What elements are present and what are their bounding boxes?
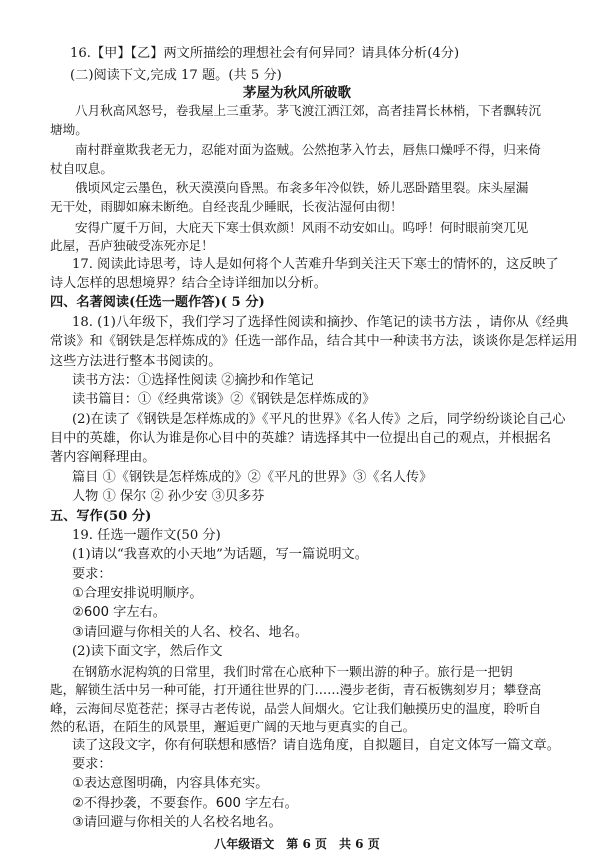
question-18-2-line3: 著内容阐释理由。 xyxy=(50,450,156,466)
book-titles: 篇目 ①《钢铁是怎样炼成的》②《平凡的世界》③《名人传》 xyxy=(72,469,433,485)
question-18-2-line1: (2)在读了《钢铁是怎样炼成的》《平凡的世界》《名人传》之后，同学纷纷谈论自己心 xyxy=(72,411,566,427)
poem-para2-line2: 杖自叹息。 xyxy=(50,160,113,176)
requirement-2-2: ②不得抄袭，不要套作。600 字左右。 xyxy=(72,795,298,811)
question-18-1-line2: 常谈》和《钢铁是怎样炼成的》任选一部作品，结合其中一种读书方法，谈谈你是怎样运用 xyxy=(50,334,578,350)
passage-line3: 峰，云海间尽览苍茫；探寻古老传说，品尝人间烟火。它让我们触摸历史的温度，聆听自 xyxy=(50,700,542,716)
requirement-1-3: ③请回避与你相关的人名、校名、地名。 xyxy=(72,624,309,640)
requirements-label-1: 要求： xyxy=(72,566,112,582)
poem-para3-line1: 俄顷风定云墨色，秋天漠漠向昏黑。布衾多年冷似铁，娇儿恶卧踏里裂。床头屋漏 xyxy=(75,179,529,195)
section-2-heading: (二)阅读下文,完成 17 题。(共 5 分) xyxy=(70,67,282,83)
poem-para1-line2: 塘坳。 xyxy=(50,121,88,137)
question-17-line1: 17. 阅读此诗思考，诗人是如何将个人苦难升华到关注天下寒士的情怀的，这反映了 xyxy=(72,257,559,273)
section-5-heading: 五、写作(50 分) xyxy=(50,508,152,524)
requirements-label-2: 要求： xyxy=(72,757,112,772)
requirement-2-1: ①表达意图明确，内容具体充实。 xyxy=(72,776,269,792)
question-18-2-line2: 目中的英雄，你认为谁是你心目中的英雄？请选择其中一位提出自己的观点，并根据名 xyxy=(50,431,552,446)
requirement-1-1: ①合理安排说明顺序。 xyxy=(72,586,203,601)
poem-para1-line1: 八月秋高风怒号，卷我屋上三重茅。茅飞渡江洒江郊，高者挂罥长林梢，下者飘转沉 xyxy=(75,103,541,119)
poem-para3-line2: 无干处，雨脚如麻未断绝。自经丧乱少睡眠，长夜沾湿何由彻！ xyxy=(50,199,403,215)
poem-para4-line1: 安得广厦千万间，大庇天下寒士俱欢颜！风雨不动安如山。呜呼！何时眼前突兀见 xyxy=(75,219,529,235)
question-19: 19. 任选一题作文(50 分) xyxy=(72,527,221,543)
poem-para4-line2: 此屋，吾庐独破受冻死亦足！ xyxy=(50,238,214,254)
passage-line4: 然的私语，在陌生的风景里，邂逅更广阔的天地与更真实的自己。 xyxy=(50,719,416,735)
reading-books: 读书篇目：①《经典常谈》②《钢铁是怎样炼成的》 xyxy=(72,392,376,408)
poem-para2-line1: 南村群童欺我老无力，忍能对面为盗贼。公然抱茅入竹去，唇焦口燥呼不得，归来倚 xyxy=(75,142,541,157)
requirement-1-2: ②600 字左右。 xyxy=(72,605,166,621)
poem-title: 茅屋为秋风所破歌 xyxy=(243,85,351,102)
section-4-heading: 四、名著阅读(任选一题作答)( 5 分) xyxy=(50,295,265,311)
question-19-option2: (2)读下面文字，然后作文 xyxy=(72,644,223,660)
question-18-1-line3: 这些方法进行整本书阅读的。 xyxy=(50,353,222,369)
characters: 人物 ① 保尔 ② 孙少安 ③贝多芬 xyxy=(72,489,265,505)
requirement-2-3: ③请回避与你相关的人名校名地名。 xyxy=(72,815,282,831)
question-18-1-line1: 18. (1)八年级下，我们学习了选择性阅读和摘抄、作笔记的读书方法 ，请你从《经典 xyxy=(72,314,569,330)
writing-prompt: 读了这段文字，你有何联想和感悟？请自选角度，自拟题目，自定文体写一篇文章。 xyxy=(72,737,560,753)
question-19-option1: (1)请以“我喜欢的小天地”为话题，写一篇说明文。 xyxy=(72,547,368,563)
question-16: 16.【甲】【乙】两文所描绘的理想社会有何异同？请具体分析(4分) xyxy=(70,46,460,61)
question-17-line2: 诗人怎样的思想境界？结合全诗详细加以分析。 xyxy=(50,276,327,291)
reading-methods: 读书方法：①选择性阅读 ②摘抄和作笔记 xyxy=(72,372,314,388)
page-footer: 八年级语文 第 6 页 共 6 页 xyxy=(214,837,380,851)
passage-line2: 匙，解锁生活中另一种可能，打开通往世界的门……漫步老街，青石板镌刻岁月；攀登高 xyxy=(50,682,542,697)
passage-line1: 在钢筋水泥构筑的日常里，我们时常在心底种下一颗出游的种子。旅行是一把钥 xyxy=(72,663,513,679)
